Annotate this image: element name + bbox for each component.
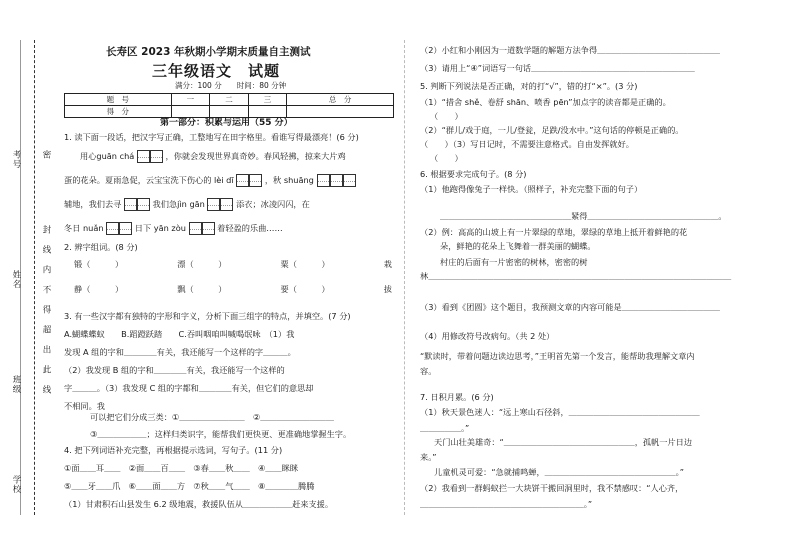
- q1-text: 辅地，我们去寻: [64, 199, 122, 209]
- q3-line7: ③＿＿＿＿＿＿；这样归类识字，能帮我们更快更、更准确地掌握生字。: [90, 429, 352, 439]
- write-box[interactable]: [220, 198, 233, 211]
- q7-line: （1）秋天景色迷人：“远上寒山石径斜，＿＿＿＿＿＿＿＿＿＿＿＿＿＿＿＿: [420, 407, 700, 417]
- q3-line2: 发现 A 组的字和＿＿＿＿有关，我还能写一个这样的字＿＿＿。: [64, 347, 296, 357]
- q3-line3: （2）我发现 B 组的字和＿＿＿＿有关，我还能写一个这样的: [64, 365, 285, 375]
- q2-item: 要（ ）: [280, 284, 330, 294]
- q1-text: 日下 yān zòu: [134, 223, 186, 233]
- q7-line: ＿＿＿＿＿。”: [420, 423, 470, 433]
- seal-mark-3: 线: [41, 245, 51, 255]
- write-box[interactable]: [124, 198, 137, 211]
- score-cell[interactable]: [248, 106, 287, 118]
- q1-text: 用心guān chá: [80, 151, 135, 161]
- score-row-label: 得 分: [65, 106, 172, 118]
- q5-item: （2）“群儿/戏于庭，一儿/登瓮，足跌/没水中。”这句话的停顿是正确的。: [420, 125, 684, 135]
- q2-item: 静（ ）: [74, 284, 124, 294]
- q2-row1: [74, 260, 392, 270]
- part1-heading: 第一部分：积累与运用（55 分）: [160, 118, 293, 128]
- q2-item: 拔: [383, 284, 392, 294]
- q1-text: ，你就会发现世界真奇妙。春风轻拂，掠来大片鸡: [165, 151, 346, 161]
- q6-s5a: “默读时，带着问题边读边思考，”王明首先第一个发言，能帮助我理解文章内: [420, 351, 695, 361]
- write-box[interactable]: [106, 222, 119, 235]
- q1-text: 冬日 nuǎn: [64, 223, 104, 233]
- q4-row3: （1）甘肃积石山县发生 6.2 级地震，救援队伍从＿＿＿＿＿＿赶来支援。: [64, 499, 334, 509]
- q1-line1: [80, 150, 346, 163]
- write-box[interactable]: [137, 150, 150, 163]
- q2-title: 2. 辨字组词。(8 分): [64, 242, 138, 252]
- q5-item: （ ）（3）写日记时，不需要注意格式。自由发挥就好。: [420, 139, 634, 149]
- q6-s1: （1）他跑得像兔子一样快。（照样子，补充完整下面的句子）: [420, 184, 643, 194]
- score-cell[interactable]: [210, 106, 249, 118]
- q7-title: 7. 日积月累。(6 分): [420, 392, 494, 402]
- score-header-cell: 二: [210, 94, 249, 106]
- seal-mark-4: 内: [41, 265, 51, 275]
- q2-row2: [74, 285, 392, 295]
- q4-row2: ⑤＿＿牙＿＿爪 ⑥＿＿面＿＿方 ⑦秋＿＿气＿＿ ⑧＿＿＿＿腾腾: [64, 481, 315, 491]
- q2-item: 飘（ ）: [177, 284, 227, 294]
- binding-dashed-line: [34, 40, 35, 515]
- write-box[interactable]: [236, 174, 249, 187]
- q1-text: 添衣；冰凌闪闪，在: [236, 199, 310, 209]
- q2-item: 锻（ ）: [74, 259, 124, 269]
- seal-mark-10: 线: [41, 385, 51, 395]
- q5-item: （1）“措舍 shě、卷舒 shān、喷香 pēn”加点字的读音都是正确的。: [420, 97, 671, 107]
- write-box[interactable]: [137, 198, 150, 211]
- q1-line2: [64, 174, 356, 187]
- write-box[interactable]: [330, 174, 343, 187]
- q5-item: （ ）: [430, 111, 463, 121]
- score-header-cell: 三: [248, 94, 287, 106]
- q6-s2c: 村庄的后面有一片密密的树林，密密的树: [440, 257, 588, 267]
- q2-item: 栽: [383, 259, 392, 269]
- q1-line4: [64, 222, 283, 235]
- write-box[interactable]: [207, 198, 220, 211]
- q5-title: 5. 判断下列说法是否正确，对的打“√”，错的打“×”。(3 分): [420, 81, 638, 91]
- write-box[interactable]: [150, 150, 163, 163]
- q7-line: 来。”: [420, 452, 437, 462]
- q3-line5: 不相同。我: [64, 401, 105, 411]
- exam-subtitle: 三年级语文 试题: [152, 62, 281, 80]
- q2-item: 粟（ ）: [280, 259, 330, 269]
- q6-title: 6. 根据要求完成句子。(8 分): [420, 169, 527, 179]
- q6-s2d: 林＿＿＿＿＿＿＿＿＿＿＿＿＿＿＿＿＿＿＿＿＿＿＿＿＿＿＿＿＿＿＿＿＿＿＿＿＿: [420, 271, 732, 281]
- q3-groups: A.蝴蝶蝶蚁 B.蹈蹬跃踏 C.吞叫咽咱叫喊喝氓咏 （1）我: [64, 329, 295, 339]
- write-box[interactable]: [189, 222, 202, 235]
- school-label: 学校: [11, 475, 21, 494]
- q5-item: （ ）: [430, 153, 463, 163]
- seal-mark-7: 超: [41, 325, 51, 335]
- seal-mark-9: 此: [41, 365, 51, 375]
- q3-line4: 字＿＿＿。（3）我发现 C 组的字都和＿＿＿＿有关，但它们的意思却: [64, 383, 314, 393]
- q6-s2b: 朵，鲜艳的花朵上飞舞着一群美丽的蝴蝶。: [440, 241, 596, 251]
- score-header-cell: 题 号: [65, 94, 172, 106]
- write-box[interactable]: [249, 174, 262, 187]
- name-label: 姓名: [11, 270, 21, 289]
- q4-title: 4. 把下列词语补充完整，再根据提示选词，写句子。(11 分): [64, 445, 283, 455]
- q3-title: 3. 有一些汉字都有独特的字形和字义，分析下面三组字的特点，并填空。(7 分): [64, 311, 351, 321]
- q7-line: （2）我看到一群蚂蚁拦一大块饼干搬回洞里时，我不禁感叹：“人心齐，: [420, 483, 684, 493]
- q6-s1-blank: ＿＿＿＿＿＿＿＿＿＿＿＿＿＿＿＿紧得＿＿＿＿＿＿＿＿＿＿＿＿＿＿＿＿。: [440, 211, 727, 221]
- seal-mark-1: 密: [41, 150, 51, 160]
- write-box[interactable]: [202, 222, 215, 235]
- q7-line: 天门山壮美雄奇：“＿＿＿＿＿＿＿＿＿＿＿＿＿＿＿＿，孤帆一片日边: [434, 437, 693, 447]
- q2-item: 漂（ ）: [177, 259, 227, 269]
- q6-s2a: （2）例：高高的山坡上有一片翠绿的草地，翠绿的草地上抵开着鲜艳的花: [420, 227, 688, 237]
- score-header-cell: 一: [171, 94, 210, 106]
- exam-no-label: 考号: [11, 150, 21, 169]
- write-box[interactable]: [317, 174, 330, 187]
- q7-line: ＿＿＿＿＿＿＿＿＿＿＿＿＿＿＿＿＿＿＿＿。”: [420, 499, 593, 509]
- score-cell[interactable]: [171, 106, 210, 118]
- q6-s4: （4）用修改符号改病句。（共 2 处）: [420, 331, 555, 341]
- q1-text: ，秋 shuāng: [264, 175, 314, 185]
- write-box[interactable]: [343, 174, 356, 187]
- q1-text: 蛋的花朵。夏雨急促，云宝宝洗下伤心的 lèi dī: [64, 175, 234, 185]
- seal-mark-2: 封: [41, 225, 51, 235]
- q4-sub2: （2）小红和小刚因为一道数学题的解题方法争得＿＿＿＿＿＿＿＿＿＿＿＿＿＿＿: [420, 45, 720, 55]
- score-table: [64, 93, 394, 118]
- q1-text: 我们急jìn gān: [152, 199, 205, 209]
- seal-mark-6: 得: [41, 305, 51, 315]
- q1-title: 1. 读下面一段话，把汉字写正确，工整地写在田字格里。看谁写得最漂亮！(6 分): [64, 132, 359, 142]
- write-box[interactable]: [119, 222, 132, 235]
- q3-line6: 可以把它们分成三类：①＿＿＿＿＿＿＿＿ ②＿＿＿＿＿＿＿＿＿: [90, 412, 334, 422]
- seal-mark-5: 不: [41, 285, 51, 295]
- q1-text: 着轻盈的乐曲……: [217, 223, 283, 233]
- q4-row1: ①面＿＿耳＿＿ ②面＿＿百＿＿ ③春＿＿秋＿＿ ④＿＿眯眯: [64, 463, 299, 473]
- q7-line: 儿童机灵可爱：“急就捕鸣蝉，＿＿＿＿＿＿＿＿＿＿＿＿＿＿＿＿。”: [434, 467, 685, 477]
- q4-sub3: （3）请用上“④”词语写一句话＿＿＿＿＿＿＿＿＿＿＿＿＿＿＿＿＿＿＿＿: [420, 63, 695, 73]
- exam-meta: 满分：100 分 时间：80 分钟: [175, 81, 287, 90]
- score-cell[interactable]: [287, 106, 394, 118]
- seal-mark-8: 出: [41, 345, 51, 355]
- exam-title: 长寿区 2023 年秋期小学期末质量自主测试: [106, 46, 311, 58]
- q6-s3: （3）看到《团圆》这个题目，我预测文章的内容可能是＿＿＿＿＿＿＿＿＿＿＿＿: [420, 302, 720, 312]
- score-header-cell: 总 分: [287, 94, 394, 106]
- page-divider: [404, 40, 405, 515]
- class-label: 班级: [11, 375, 21, 394]
- q6-s5b: 容。: [420, 366, 437, 376]
- q1-line3: [64, 198, 310, 211]
